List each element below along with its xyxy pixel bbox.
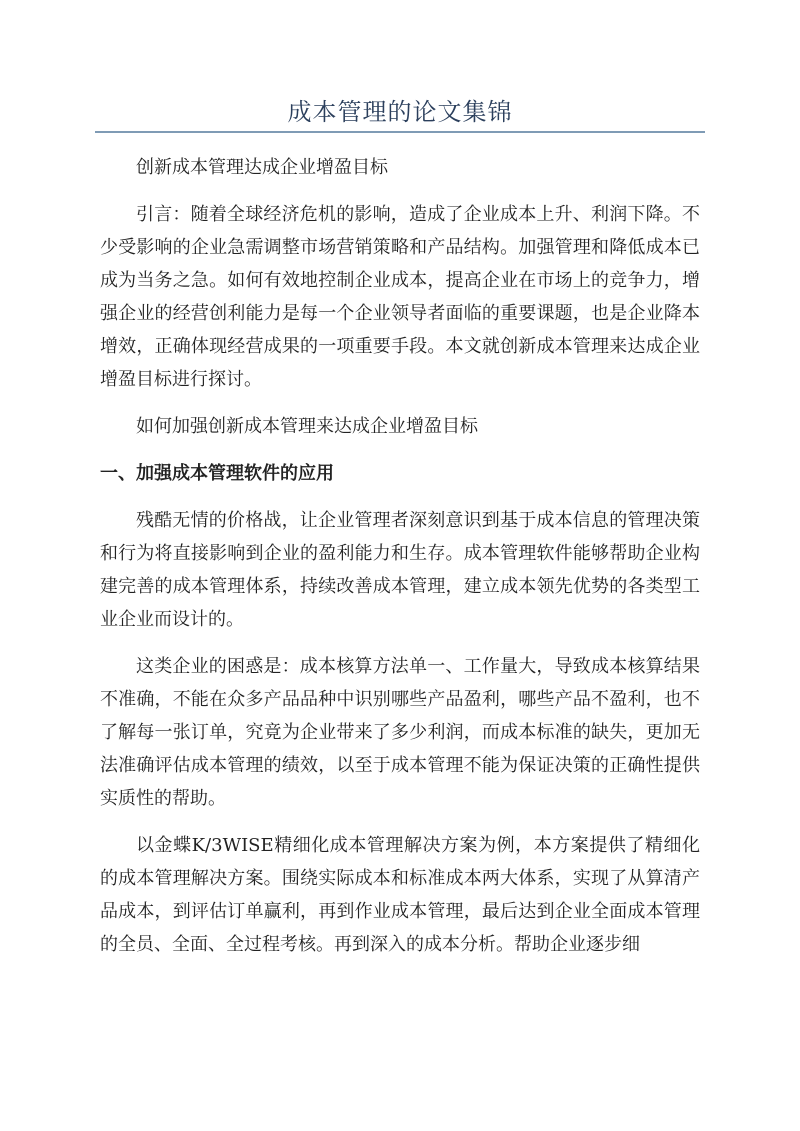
section-heading: 一、加强成本管理软件的应用 — [100, 463, 334, 484]
topic-paragraph: 如何加强创新成本管理来达成企业增盈目标 — [136, 416, 478, 437]
title-divider — [95, 131, 705, 133]
document-title: 成本管理的论文集锦 — [287, 98, 513, 126]
subtitle-paragraph: 创新成本管理达成企业增盈目标 — [136, 157, 388, 178]
body-paragraph: 残酷无情的价格战，让企业管理者深刻意识到基于成本信息的管理决策和行为将直接影响到企业的盈利能力和生存。成本管理软件能够帮助企业构建完善的成本管理体系，持续改善成本管理，建立成本领先优势的各类型工业企业而设计的。 — [100, 510, 700, 630]
document-body — [100, 151, 700, 975]
intro-paragraph: 引言：随着全球经济危机的影响，造成了企业成本上升、利润下降。不少受影响的企业急需调整市场营销策略和产品结构。加强管理和降低成本已成为当务之急。如何有效地控制企业成本，提高企业在市场上的竞争力，增强企业的经营创利能力是每一个企业领导者面临的重要课题，也是企业降本增效，正确体现经营成果的一项重要手段。本文就创新成本管理来达成企业增盈目标进行探讨。 — [100, 204, 700, 390]
body-paragraph: 以金蝶K/3WISE精细化成本管理解决方案为例，本方案提供了精细化的成本管理解决方案。围绕实际成本和标准成本两大体系，实现了从算清产品成本，到评估订单赢利，再到作业成本管理，最后达到企业全面成本管理的全员、全面、全过程考核。再到深入的成本分析。帮助企业逐步细 — [100, 835, 700, 955]
body-paragraph: 这类企业的困惑是：成本核算方法单一、工作量大，导致成本核算结果不准确，不能在众多产品品种中识别哪些产品盈利，哪些产品不盈利，也不了解每一张订单，究竟为企业带来了多少利润，而成本标准的缺失，更加无法准确评估成本管理的绩效，以至于成本管理不能为保证决策的正确性提供实质性的帮助。 — [100, 656, 700, 809]
